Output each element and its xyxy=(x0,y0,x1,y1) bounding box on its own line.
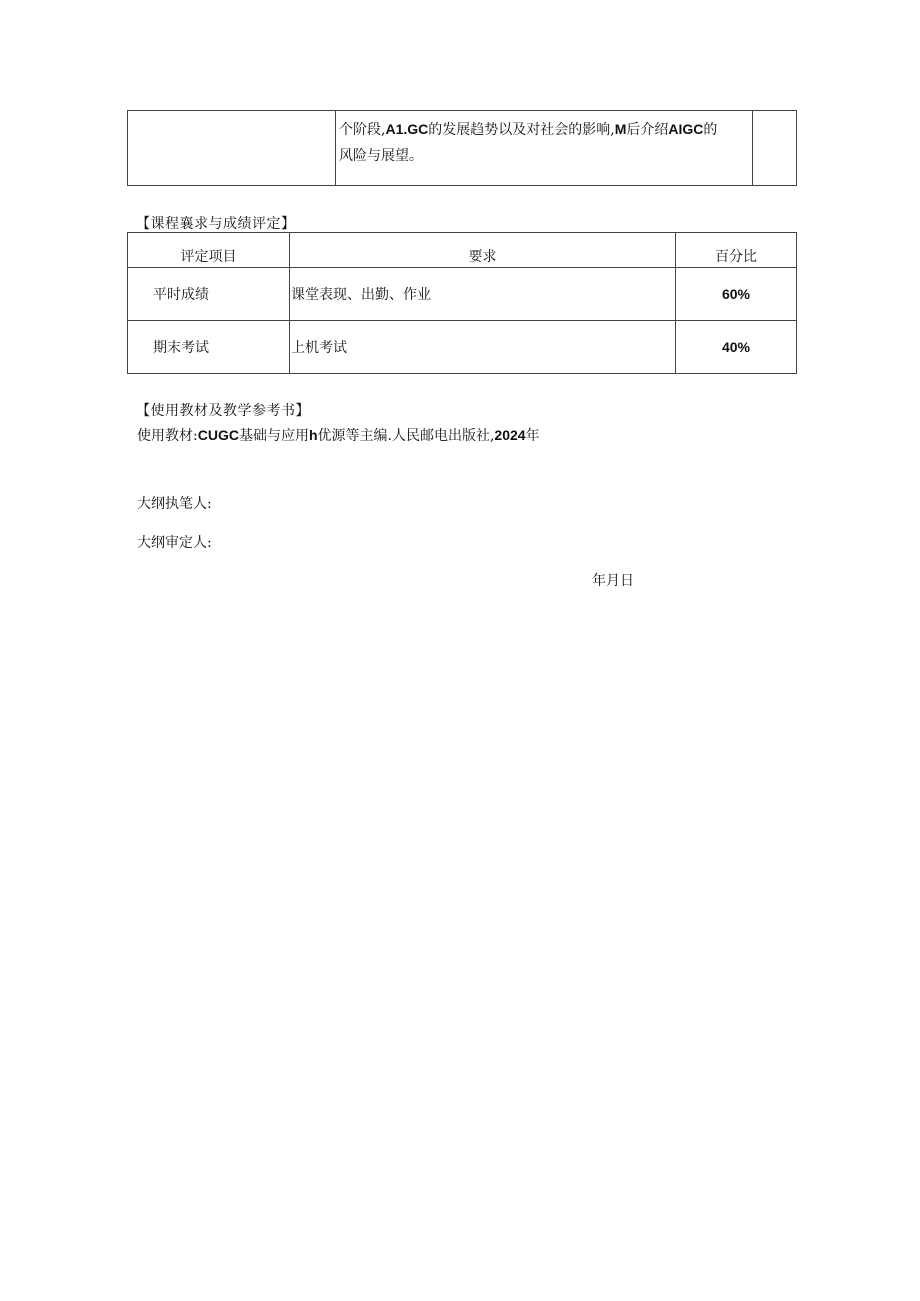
table-header-row xyxy=(128,233,796,268)
text-segment-bold: M xyxy=(614,121,627,137)
row-requirement: 课堂表现、出勤、作业 xyxy=(290,268,676,320)
text-segment: 基础与应用 xyxy=(238,428,309,444)
text-segment-bold: h xyxy=(308,427,318,443)
row-requirement: 上机考试 xyxy=(290,321,676,373)
text-segment: 年 xyxy=(525,428,540,444)
text-segment-bold: 2024 xyxy=(494,427,526,443)
text-segment-bold: A1.GC xyxy=(385,121,429,137)
header-percent: 百分比 xyxy=(715,249,757,265)
grading-heading: 【课程襄求与成绩评定】 xyxy=(136,216,296,232)
row-item: 平时成绩 xyxy=(128,268,290,320)
continuation-cell-left xyxy=(128,111,336,185)
textbook-label: 使用教材: xyxy=(137,428,198,444)
textbook-heading: 【使用教材及教学参考书】 xyxy=(136,403,310,419)
text-segment: 后介绍 xyxy=(626,122,669,138)
text-segment: 优源等主编.人民邮电出版社, xyxy=(317,428,495,444)
row-percent: 40% xyxy=(721,339,751,355)
textbook-line xyxy=(137,425,540,445)
continuation-cell-right xyxy=(753,111,796,185)
table-row xyxy=(128,268,796,321)
text-segment-bold: CUGC xyxy=(197,427,239,443)
reviewer-label: 大纲审定人: xyxy=(137,535,212,551)
grading-table xyxy=(127,232,797,374)
header-item: 评定项目 xyxy=(128,233,290,267)
table-row xyxy=(128,321,796,373)
text-segment: 的 xyxy=(703,122,718,138)
row-item: 期末考试 xyxy=(128,321,290,373)
row-percent: 60% xyxy=(721,286,751,302)
text-segment: 的发展趋势以及对社会的影响, xyxy=(428,122,615,138)
continuation-cell-content xyxy=(336,111,753,185)
text-segment-bold: AIGC xyxy=(668,121,704,137)
writer-label: 大纲执笔人: xyxy=(137,496,212,512)
header-requirement: 要求 xyxy=(290,233,676,267)
content-line-2: 风险与展望。 xyxy=(339,148,423,164)
text-segment: 个阶段, xyxy=(339,122,386,138)
date-label: 年月日 xyxy=(592,573,634,589)
content-line-1 xyxy=(339,116,748,143)
continuation-table xyxy=(127,110,797,186)
